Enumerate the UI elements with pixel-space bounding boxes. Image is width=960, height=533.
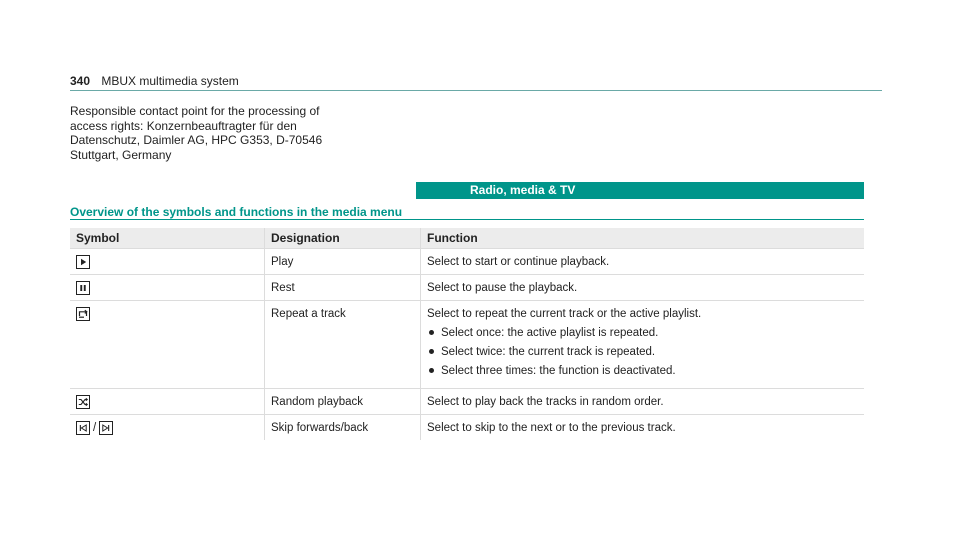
page-header-title: MBUX multimedia system [101, 74, 239, 88]
table-row [70, 415, 864, 441]
subheading-divider [70, 219, 864, 220]
list-item: Select three times: the function is deactivated. [427, 364, 858, 378]
function-cell [421, 301, 865, 389]
subheading: Overview of the symbols and functions in the media menu [70, 205, 403, 219]
table-header-row [70, 228, 864, 249]
skip-back-icon [76, 421, 90, 435]
intro-line: Datenschutz, Daimler AG, HPC G353, D-70546 [70, 133, 323, 147]
table-row [70, 389, 864, 415]
function-cell: Select to skip to the next or to the previous track. [421, 415, 865, 441]
pause-icon [76, 281, 90, 295]
function-cell: Select to pause the playback. [421, 275, 865, 301]
symbol-cell [70, 249, 265, 275]
list-item: Select twice: the current track is repeated. [427, 345, 858, 359]
function-text: Select to repeat the current track or the active playlist. [427, 308, 702, 321]
header-designation: Designation [265, 228, 421, 249]
designation-cell: Random playback [265, 389, 421, 415]
designation-cell: Play [265, 249, 421, 275]
skip-forward-icon [99, 421, 113, 435]
header-function: Function [421, 228, 865, 249]
designation-cell: Rest [265, 275, 421, 301]
repeat-options-list [427, 326, 858, 378]
section-title: Radio, media & TV [416, 182, 864, 199]
function-cell: Select to play back the tracks in random order. [421, 389, 865, 415]
symbol-cell [70, 275, 265, 301]
designation-cell: Skip forwards/back [265, 415, 421, 441]
play-icon [76, 255, 90, 269]
repeat-icon [76, 307, 90, 321]
page-number: 340 [70, 74, 91, 88]
intro-line: Stuttgart, Germany [70, 147, 172, 162]
function-cell: Select to start or continue playback. [421, 249, 865, 275]
symbol-cell [70, 415, 265, 441]
list-item: Select once: the active playlist is repeated. [427, 326, 858, 340]
table-row [70, 301, 864, 389]
intro-line: access rights: Konzernbeauftragter für den [70, 118, 297, 133]
header-divider [70, 90, 882, 91]
page-header [70, 74, 239, 88]
designation-cell: Repeat a track [265, 301, 421, 389]
media-symbols-table [70, 228, 864, 440]
intro-line: Responsible contact point for the processing of [70, 104, 320, 118]
icon-separator: / [93, 422, 97, 435]
symbol-cell [70, 301, 265, 389]
shuffle-icon [76, 395, 90, 409]
symbol-cell [70, 389, 265, 415]
table-row [70, 275, 864, 301]
intro-paragraph [70, 104, 360, 162]
table-row [70, 249, 864, 275]
header-symbol: Symbol [70, 228, 265, 249]
